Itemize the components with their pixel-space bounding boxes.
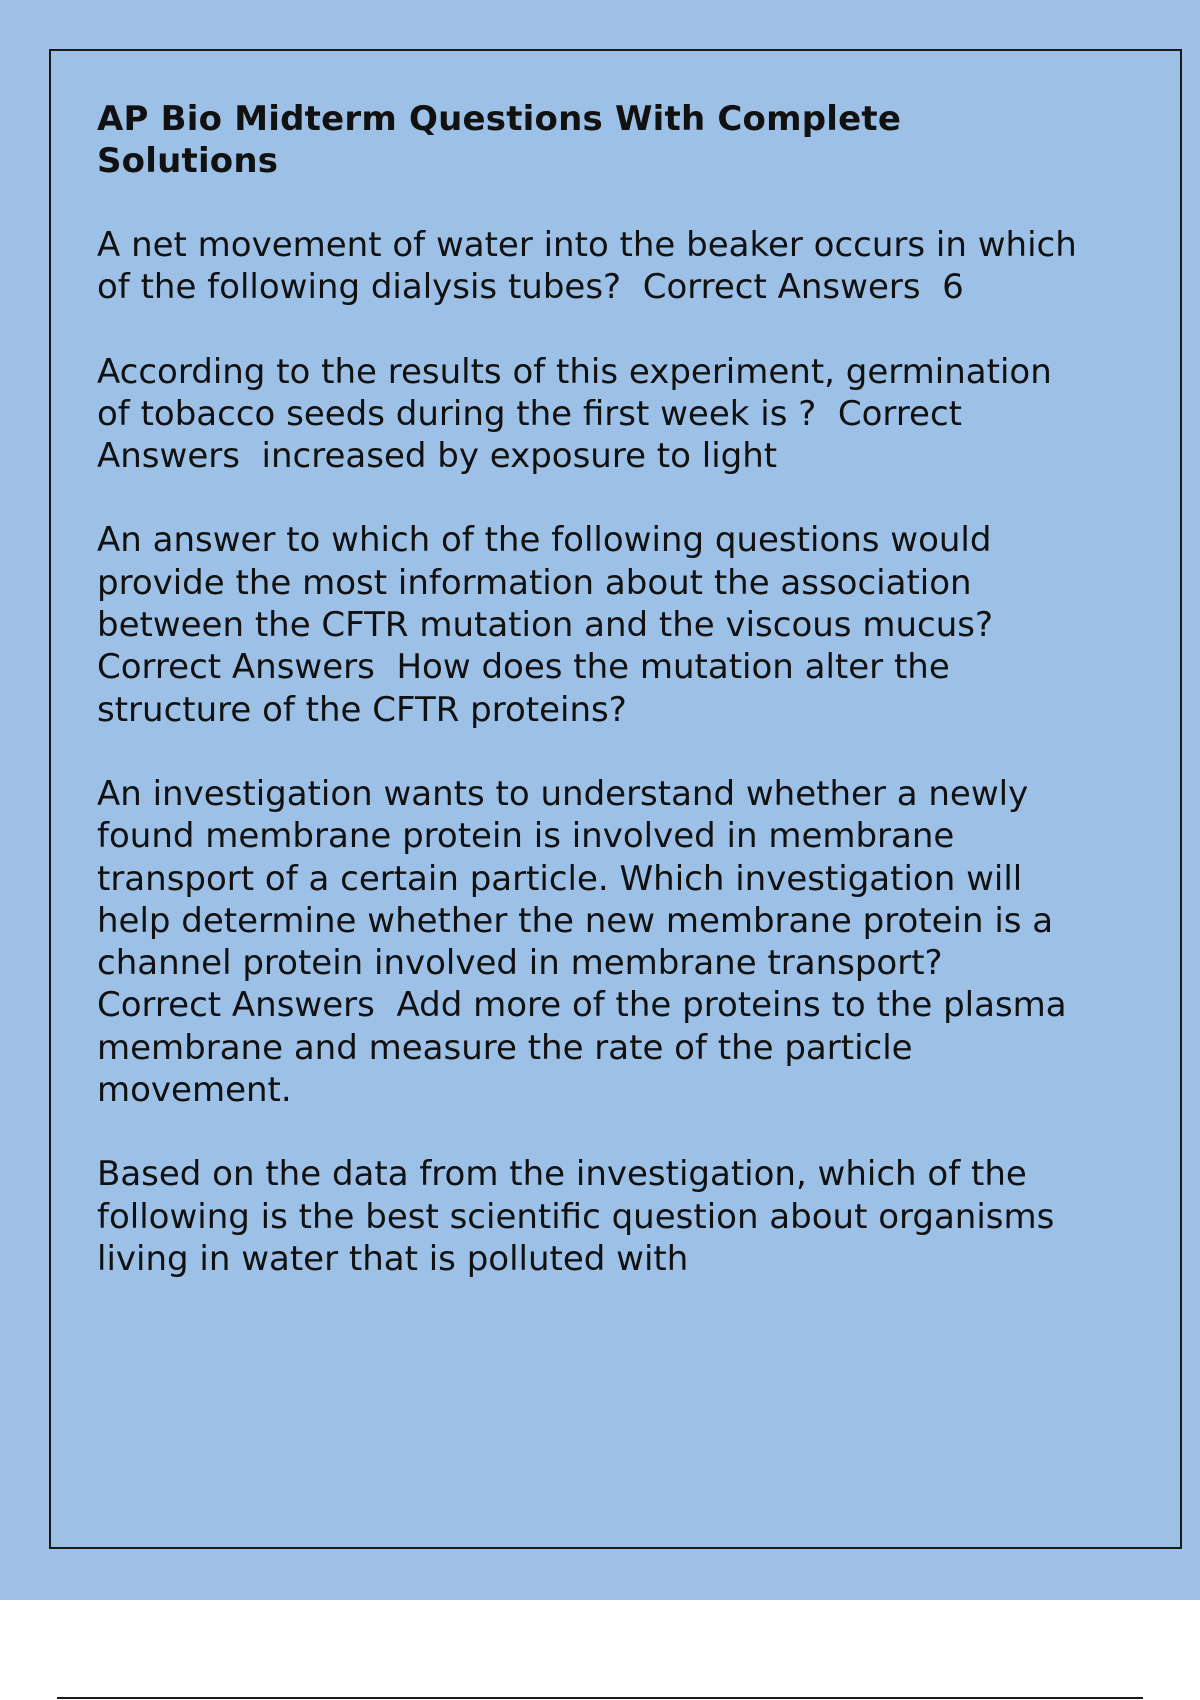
qa-item-2: According to the results of this experiment, germination of tobacco seeds during the first week is ? Correct Answers increased by exposure to light (97, 351, 1063, 477)
qa-item-5: Based on the data from the investigation, which of the following is the best scientific question about organisms living in water that is polluted with (97, 1154, 1066, 1279)
qa-item-3: An answer to which of the following questions would provide the most information about the association between the CFTR mutation and the viscous mucus? Correct Answers How does the mutation alter the structure of the CFTR proteins? (97, 520, 1015, 730)
document-content (97, 98, 1087, 1322)
qa-item-1: A net movement of water into the beaker occurs in which of the following dialysis tubes? Correct Answers 6 (97, 225, 1088, 308)
footer-divider (57, 1697, 1143, 1699)
document-title: AP Bio Midterm Questions With Complete Solutions (97, 99, 902, 181)
qa-item-4: An investigation wants to understand whether a newly found membrane protein is involved in membrane transport of a certain particle. Which investigation will help determine whether the new membrane protein is a channel protein involved in membrane transport? Correct Answers Add more of the proteins to the plasma membrane and measure the rate of the particle movement. (97, 773, 1078, 1111)
